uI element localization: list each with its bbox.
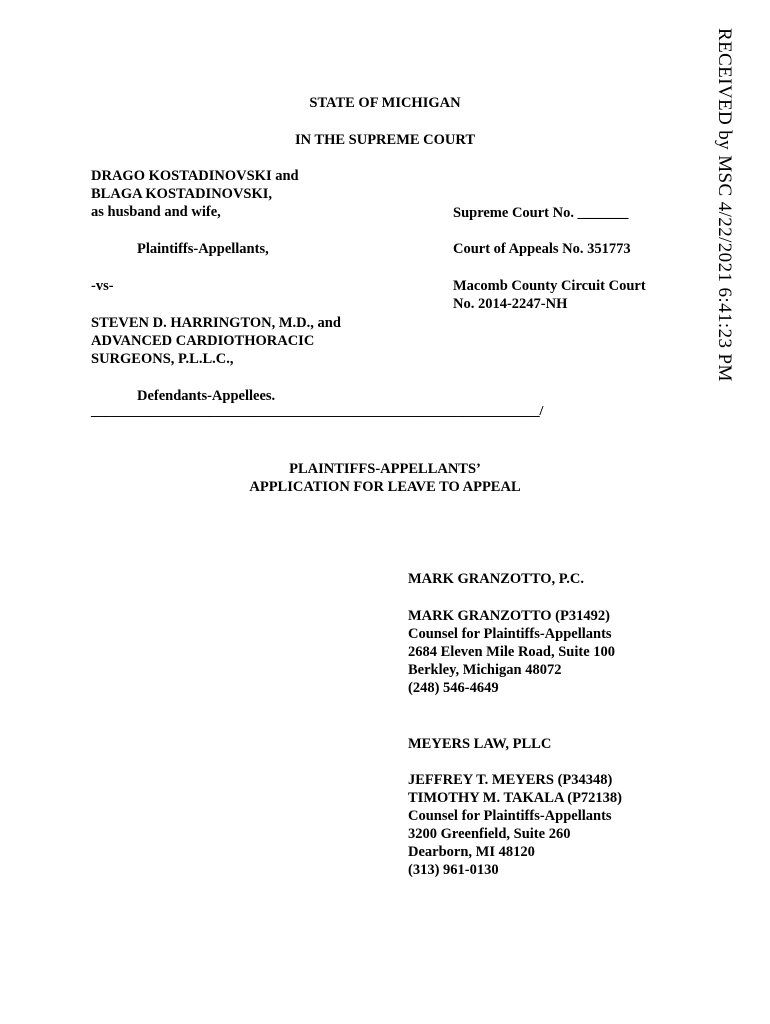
counsel-block-granzotto xyxy=(408,607,615,697)
title-line: PLAINTIFFS-APPELLANTS’ xyxy=(289,461,481,477)
counsel-line: Counsel for Plaintiffs-Appellants xyxy=(408,626,612,642)
counsel-line: Dearborn, MI 48120 xyxy=(408,844,535,860)
defendants-line: ADVANCED CARDIOTHORACIC xyxy=(91,333,315,349)
counsel-line: 3200 Greenfield, Suite 260 xyxy=(408,826,571,842)
counsel-line: (313) 961-0130 xyxy=(408,862,499,878)
court-heading: IN THE SUPREME COURT xyxy=(294,132,476,148)
defendants-line: STEVEN D. HARRINGTON, M.D., and xyxy=(91,315,341,331)
defendants-line: SURGEONS, P.L.L.C., xyxy=(91,351,234,367)
court-of-appeals-number: Court of Appeals No. 351773 xyxy=(453,241,631,257)
title-line: APPLICATION FOR LEAVE TO APPEAL xyxy=(249,479,521,495)
circuit-line: Macomb County Circuit Court xyxy=(453,278,646,294)
counsel-line: MARK GRANZOTTO (P31492) xyxy=(408,608,610,624)
counsel-line: 2684 Eleven Mile Road, Suite 100 xyxy=(408,644,616,660)
circuit-court-number xyxy=(453,277,646,313)
caption-separator: _________________________________________________________________/ xyxy=(91,404,544,419)
versus-label: -vs- xyxy=(91,278,114,294)
document-title xyxy=(0,460,770,496)
counsel-line: Counsel for Plaintiffs-Appellants xyxy=(408,808,612,824)
firm-name-granzotto: MARK GRANZOTTO, P.C. xyxy=(408,571,585,587)
state-heading: STATE OF MICHIGAN xyxy=(309,95,461,111)
counsel-block-meyers xyxy=(408,771,622,879)
counsel-line: (248) 546-4649 xyxy=(408,680,499,696)
plaintiffs-line: DRAGO KOSTADINOVSKI and xyxy=(91,168,299,184)
counsel-line: JEFFREY T. MEYERS (P34348) xyxy=(408,772,613,788)
defendants-names xyxy=(91,314,341,368)
firm-name-meyers: MEYERS LAW, PLLC xyxy=(408,736,552,752)
plaintiffs-line: BLAGA KOSTADINOVSKI, xyxy=(91,186,273,202)
plaintiffs-names xyxy=(91,167,299,221)
counsel-line: Berkley, Michigan 48072 xyxy=(408,662,562,678)
defendants-role: Defendants-Appellees. xyxy=(137,388,276,404)
plaintiffs-role: Plaintiffs-Appellants, xyxy=(137,241,269,257)
circuit-line: No. 2014-2247-NH xyxy=(453,296,568,312)
received-stamp: RECEIVED by MSC 4/22/2021 6:41:23 PM xyxy=(714,28,735,382)
plaintiffs-line: as husband and wife, xyxy=(91,204,221,220)
supreme-court-number: Supreme Court No. _______ xyxy=(453,205,629,221)
counsel-line: TIMOTHY M. TAKALA (P72138) xyxy=(408,790,623,806)
